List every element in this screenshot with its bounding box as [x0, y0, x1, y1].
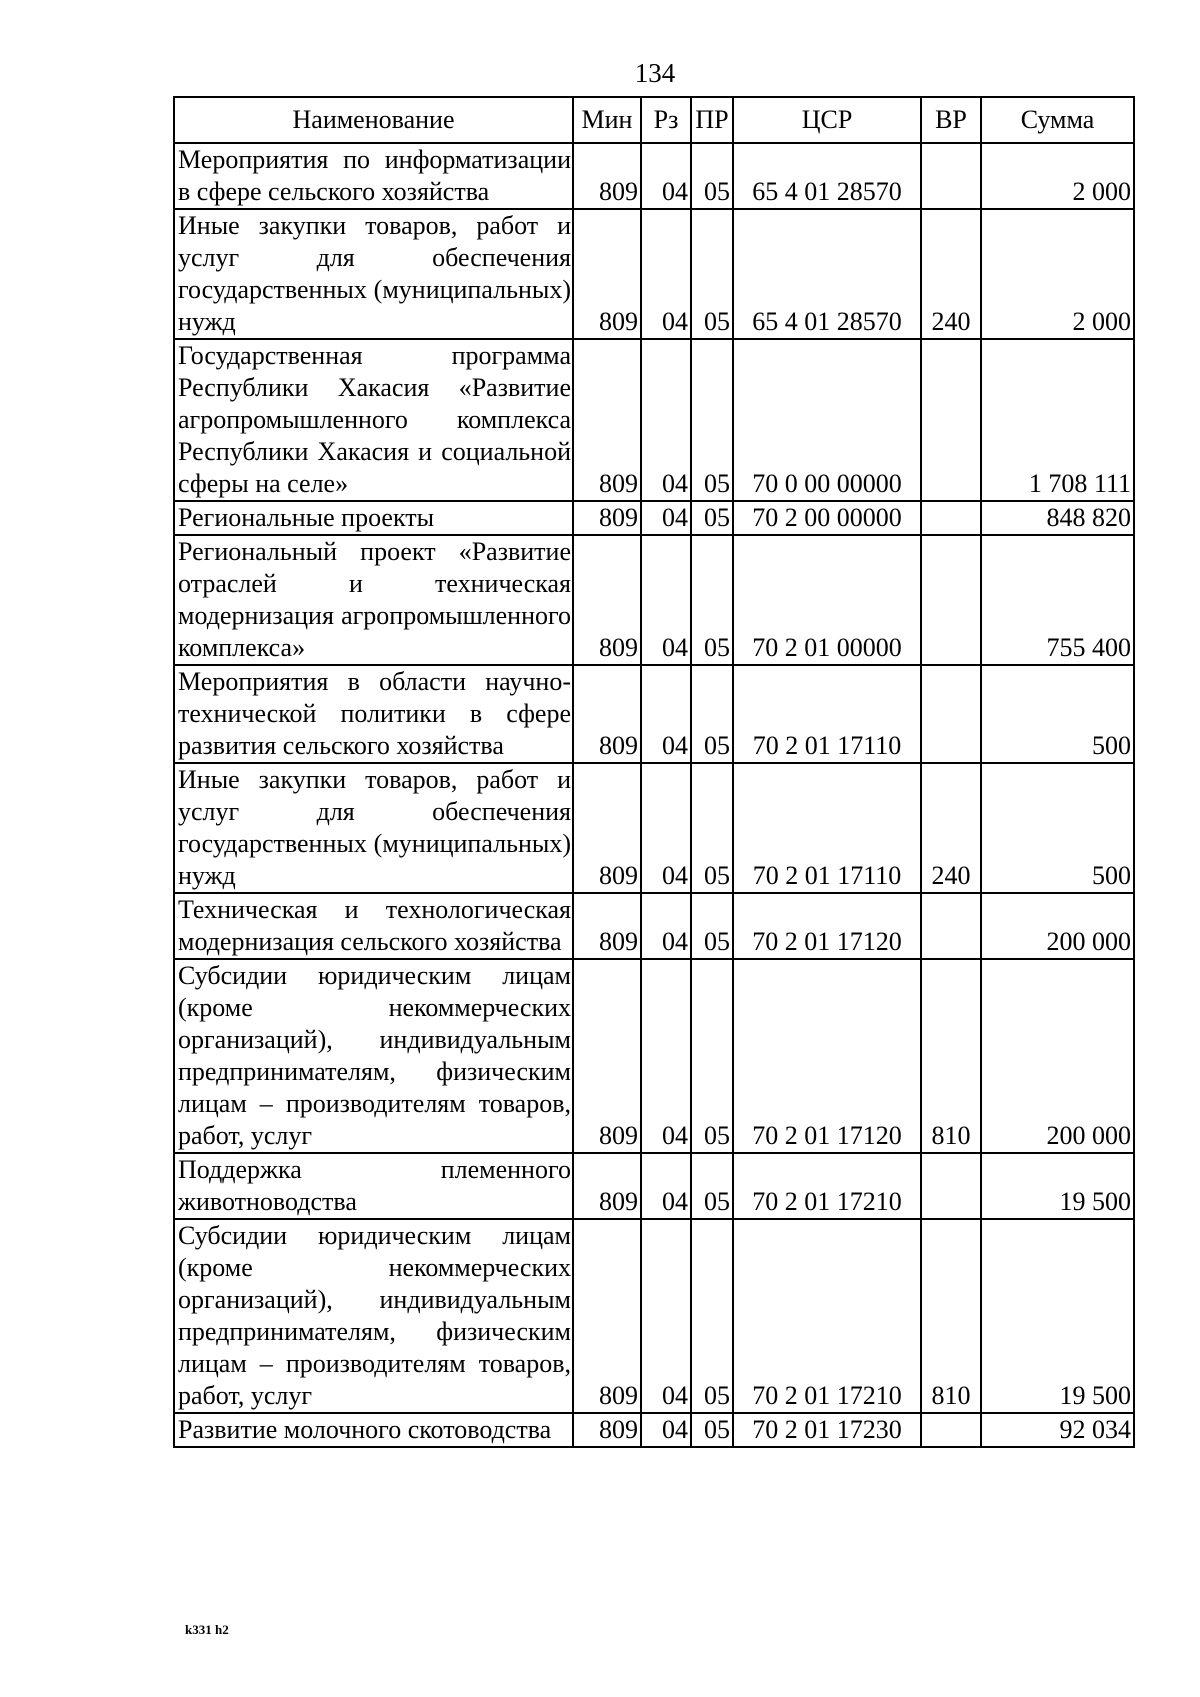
cell-rz: 04	[641, 959, 691, 1153]
cell-sum: 19 500	[981, 1153, 1134, 1219]
cell-pr: 05	[691, 209, 733, 339]
cell-name: Региональный проект «Развитие отраслей и техническая модернизация агропромышленного комплекса»	[174, 535, 573, 665]
table-row	[174, 959, 1134, 1153]
table-row	[174, 893, 1134, 959]
cell-vr	[921, 1153, 981, 1219]
cell-min: 809	[573, 1413, 641, 1447]
cell-pr: 05	[691, 665, 733, 763]
cell-vr	[921, 893, 981, 959]
cell-vr	[921, 665, 981, 763]
cell-rz: 04	[641, 535, 691, 665]
table-row	[174, 1413, 1134, 1447]
table-row	[174, 535, 1134, 665]
cell-csr: 70 0 00 00000	[733, 339, 921, 501]
cell-rz: 04	[641, 339, 691, 501]
cell-min: 809	[573, 893, 641, 959]
table-row	[174, 665, 1134, 763]
cell-sum: 500	[981, 763, 1134, 893]
column-header-min: Мин	[573, 97, 641, 143]
column-header-rz: Рз	[641, 97, 691, 143]
budget-table	[173, 96, 1135, 1448]
cell-min: 809	[573, 1219, 641, 1413]
cell-sum: 2 000	[981, 209, 1134, 339]
cell-min: 809	[573, 501, 641, 535]
page-number: 134	[634, 58, 676, 88]
cell-rz: 04	[641, 501, 691, 535]
cell-sum: 1 708 111	[981, 339, 1134, 501]
cell-name: Субсидии юридическим лицам (кроме некоммерческих организаций), индивидуальным предпринимателям, физическим лицам – производителям товаров, работ, услуг	[174, 1219, 573, 1413]
cell-csr: 70 2 01 00000	[733, 535, 921, 665]
cell-pr: 05	[691, 535, 733, 665]
table-row	[174, 209, 1134, 339]
cell-vr	[921, 1413, 981, 1447]
cell-min: 809	[573, 339, 641, 501]
table-row	[174, 339, 1134, 501]
cell-rz: 04	[641, 143, 691, 209]
cell-csr: 70 2 01 17110	[733, 665, 921, 763]
column-header-name: Наименование	[174, 97, 573, 143]
cell-name: Техническая и технологическая модернизация сельского хозяйства	[174, 893, 573, 959]
cell-vr: 240	[921, 209, 981, 339]
cell-sum: 848 820	[981, 501, 1134, 535]
cell-csr: 70 2 01 17210	[733, 1153, 921, 1219]
cell-pr: 05	[691, 763, 733, 893]
cell-rz: 04	[641, 209, 691, 339]
cell-vr	[921, 143, 981, 209]
cell-rz: 04	[641, 665, 691, 763]
cell-vr: 810	[921, 1219, 981, 1413]
table-body	[174, 143, 1134, 1447]
cell-name: Иные закупки товаров, работ и услуг для обеспечения государственных (муниципальных) нужд	[174, 763, 573, 893]
cell-min: 809	[573, 209, 641, 339]
cell-pr: 05	[691, 501, 733, 535]
cell-min: 809	[573, 535, 641, 665]
cell-sum: 19 500	[981, 1219, 1134, 1413]
column-header-pr: ПР	[691, 97, 733, 143]
cell-vr	[921, 339, 981, 501]
cell-pr: 05	[691, 1413, 733, 1447]
cell-rz: 04	[641, 1413, 691, 1447]
cell-rz: 04	[641, 763, 691, 893]
cell-sum: 755 400	[981, 535, 1134, 665]
cell-pr: 05	[691, 143, 733, 209]
cell-name: Региональные проекты	[174, 501, 573, 535]
table-row	[174, 143, 1134, 209]
cell-name: Субсидии юридическим лицам (кроме некоммерческих организаций), индивидуальным предпринимателям, физическим лицам – производителям товаров, работ, услуг	[174, 959, 573, 1153]
cell-vr	[921, 501, 981, 535]
cell-vr: 240	[921, 763, 981, 893]
cell-name: Иные закупки товаров, работ и услуг для обеспечения государственных (муниципальных) нужд	[174, 209, 573, 339]
cell-csr: 65 4 01 28570	[733, 209, 921, 339]
cell-pr: 05	[691, 959, 733, 1153]
cell-min: 809	[573, 959, 641, 1153]
cell-rz: 04	[641, 1153, 691, 1219]
cell-vr	[921, 535, 981, 665]
header-row	[174, 97, 1134, 143]
cell-sum: 200 000	[981, 893, 1134, 959]
column-header-vr: ВР	[921, 97, 981, 143]
column-header-csr: ЦСР	[733, 97, 921, 143]
cell-min: 809	[573, 665, 641, 763]
cell-sum: 92 034	[981, 1413, 1134, 1447]
table-row	[174, 501, 1134, 535]
cell-csr: 65 4 01 28570	[733, 143, 921, 209]
cell-csr: 70 2 01 17120	[733, 959, 921, 1153]
cell-name: Поддержка племенного животноводства	[174, 1153, 573, 1219]
cell-sum: 500	[981, 665, 1134, 763]
footer-code: k331 h2	[185, 1622, 229, 1637]
cell-csr: 70 2 01 17230	[733, 1413, 921, 1447]
cell-min: 809	[573, 763, 641, 893]
cell-sum: 2 000	[981, 143, 1134, 209]
column-header-sum: Сумма	[981, 97, 1134, 143]
cell-csr: 70 2 00 00000	[733, 501, 921, 535]
cell-rz: 04	[641, 1219, 691, 1413]
cell-csr: 70 2 01 17120	[733, 893, 921, 959]
cell-pr: 05	[691, 1153, 733, 1219]
cell-name: Развитие молочного скотоводства	[174, 1413, 573, 1447]
cell-pr: 05	[691, 893, 733, 959]
cell-min: 809	[573, 143, 641, 209]
table-row	[174, 763, 1134, 893]
cell-name: Государственная программа Республики Хакасия «Развитие агропромышленного комплекса Республики Хакасия и социальной сферы на селе»	[174, 339, 573, 501]
table-row	[174, 1219, 1134, 1413]
cell-csr: 70 2 01 17210	[733, 1219, 921, 1413]
cell-csr: 70 2 01 17110	[733, 763, 921, 893]
cell-rz: 04	[641, 893, 691, 959]
cell-min: 809	[573, 1153, 641, 1219]
cell-pr: 05	[691, 339, 733, 501]
cell-name: Мероприятия по информатизации в сфере сельского хозяйства	[174, 143, 573, 209]
cell-name: Мероприятия в области научно-технической политики в сфере развития сельского хозяйства	[174, 665, 573, 763]
cell-sum: 200 000	[981, 959, 1134, 1153]
cell-pr: 05	[691, 1219, 733, 1413]
table-row	[174, 1153, 1134, 1219]
cell-vr: 810	[921, 959, 981, 1153]
